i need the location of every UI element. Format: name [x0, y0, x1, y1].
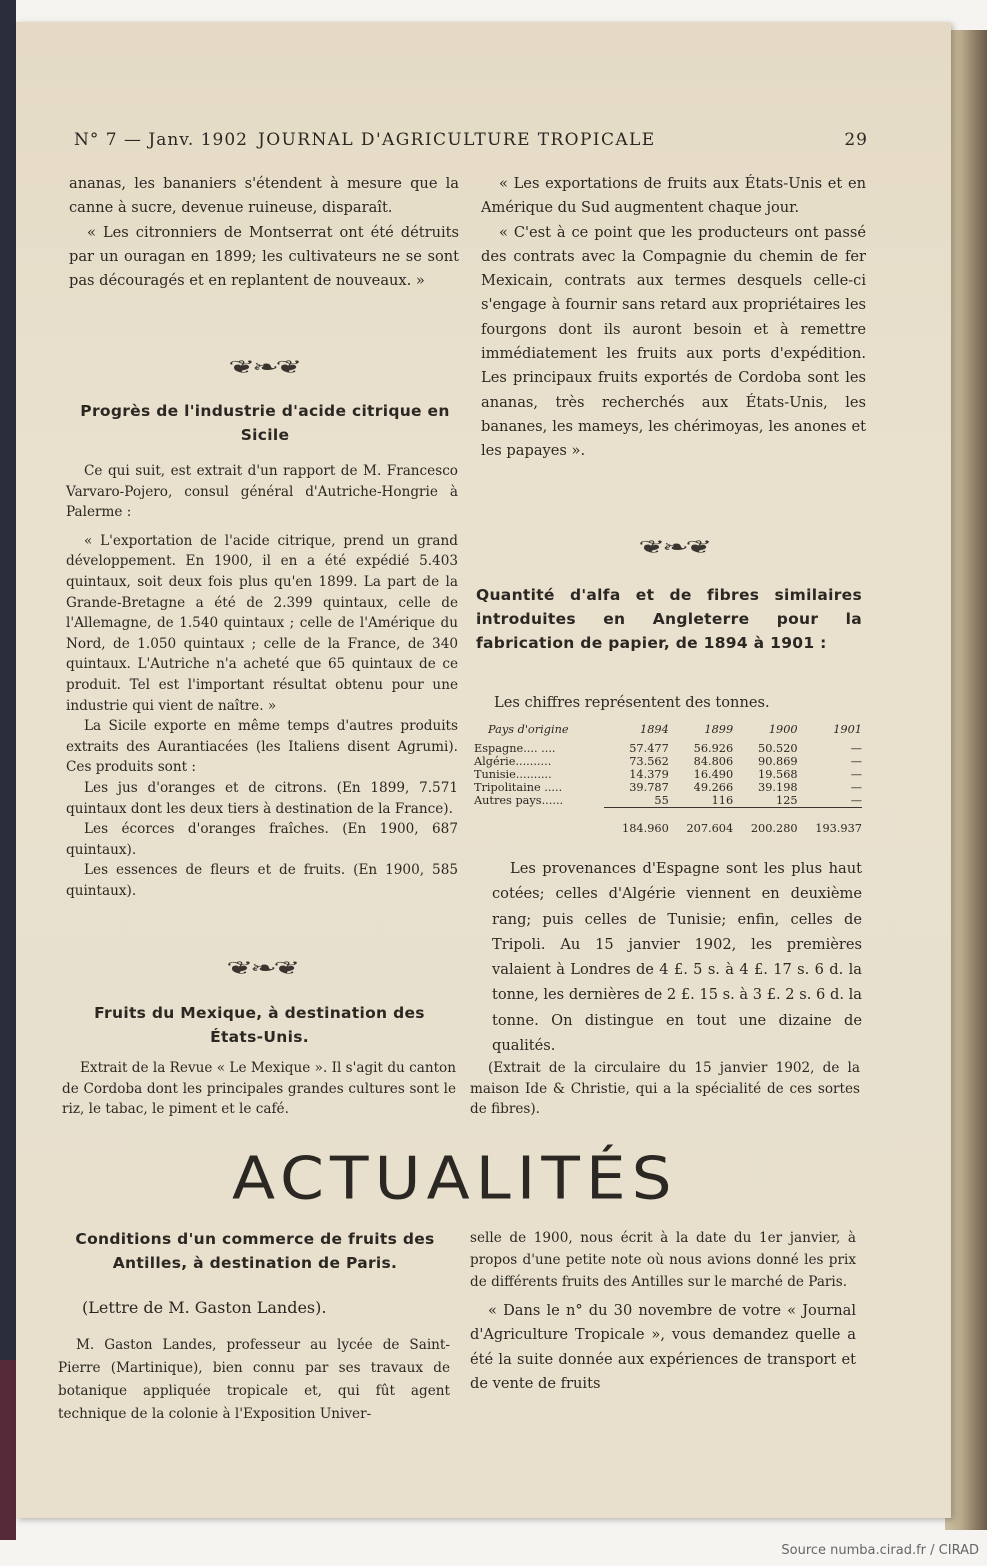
table-cell — [474, 808, 604, 836]
table-cell: 55 — [604, 794, 668, 808]
paragraph: La Sicile exporte en même temps d'autres produits extraits des Aurantiacées (les Italiens disent Agrumi). Ces produits sont : — [66, 718, 458, 776]
journal-title: JOURNAL D'AGRICULTURE TROPICALE — [258, 130, 656, 150]
table-cell: Tunisie.......... — [474, 768, 552, 781]
table-cell: Espagne.... .... — [474, 742, 556, 755]
scan-edge-accent — [0, 1360, 16, 1540]
running-header — [74, 130, 868, 156]
left-column-mexique — [62, 1058, 456, 1120]
page-number: 29 — [844, 130, 868, 150]
table-header-row — [474, 723, 862, 742]
letter-attribution: (Lettre de M. Gaston Landes). — [82, 1298, 327, 1317]
paragraph: « C'est à ce point que les producteurs ont passé des contrats avec la Compagnie du chemin de fer Mexicain, contrats aux termes desquels celle-ci s'engage à fournir sans retard aux propriétaires les fourgons dont ils auront besoin et à remettre immédiatement les fruits aux ports d'expédition. Les principaux fruits exportés de Cordoba sont les ananas, très recherchés aux États-Unis, les bananes, les mameys, les chérimoyas, les anones et les papayes ». — [481, 223, 866, 460]
paragraph: selle de 1900, nous écrit à la date du 1er janvier, à propos d'une petite note où nous avions donné les prix de différents fruits des Antilles sur le marché de Paris. — [470, 1230, 856, 1290]
table-cell: 49.266 — [693, 781, 734, 794]
table-total: 184.960 — [622, 822, 669, 835]
table-cell: — — [798, 794, 862, 808]
table-cell: 73.562 — [629, 755, 669, 768]
right-column-source — [470, 1058, 860, 1120]
section-heading-antilles: Conditions d'un commerce de fruits des Antilles, à destination de Paris. — [75, 1230, 435, 1272]
paragraph: Les provenances d'Espagne sont les plus haut cotées; celles d'Algérie viennent en deuxième rang; puis celles de Tunisie; enfin, celles de Tripoli. Au 15 janvier 1902, les premières valaient à Londres de 4 £. 5 s. à 4 £. 17 s. 6 d. la tonne, les dernières de 2 £. 15 s. à 3 £. 2 s. 6 d. la tonne. On distingue en tout une dizaine de qualités. — [492, 860, 862, 1055]
table-total: 193.937 — [815, 822, 862, 835]
paragraph: Extrait de la Revue « Le Mexique ». Il s'agit du canton de Cordoba dont les principales grandes cultures sont le riz, le tabac, le piment et le café. — [62, 1060, 456, 1118]
left-column — [69, 172, 459, 293]
table-cell: 84.806 — [693, 755, 734, 768]
table-total: 207.604 — [686, 822, 734, 835]
table-cell: 50.520 — [758, 742, 798, 755]
paragraph: ananas, les bananiers s'étendent à mesure que la canne à sucre, devenue ruineuse, disparaît. — [69, 175, 459, 217]
actualites-right-column — [470, 1227, 856, 1397]
source-credit: Source numba.cirad.fr / CIRAD — [781, 1543, 979, 1558]
table-cell: 39.787 — [629, 781, 669, 794]
actualites-title: ACTUALITÉS — [232, 1144, 678, 1213]
ornament-icon: ❦❧❦ — [638, 537, 709, 558]
table-cell: — — [850, 755, 862, 768]
table-row — [474, 755, 862, 768]
section-heading-fruits-mexique: Fruits du Mexique, à destination des États-Unis. — [94, 1004, 425, 1046]
paragraph: Les essences de fleurs et de fruits. (En 1900, 585 quintaux). — [66, 862, 458, 899]
alfa-import-table — [474, 723, 862, 835]
table-row — [474, 768, 862, 781]
section-heading-acide-citrique: Progrès de l'industrie d'acide citrique en Sicile — [80, 402, 450, 444]
paragraph: « Les citronniers de Montserrat ont été détruits par un ouragan en 1899; les cultivateurs ne se sont pas découragés et en replantent de nouveaux. » — [69, 223, 459, 290]
table-cell: Autres pays...... — [474, 794, 564, 808]
table-header: 1899 — [704, 723, 734, 736]
paragraph: « Dans le n° du 30 novembre de votre « Journal d'Agriculture Tropicale », vous demandez quelle a été la suite donnée aux expériences de transport et de vente de fruits — [470, 1302, 856, 1393]
table-row — [474, 742, 862, 755]
book-spine — [945, 30, 987, 1530]
paragraph: Les jus d'oranges et de citrons. (En 1899, 7.571 quintaux dont les deux tiers à destination de la France). — [66, 779, 458, 817]
table-cell: 125 — [733, 794, 797, 808]
table-total: 200.280 — [750, 822, 798, 835]
table-header: Pays d'origine — [488, 723, 569, 736]
table-cell: 39.198 — [758, 781, 798, 794]
table-cell: 90.869 — [758, 755, 798, 768]
paragraph: « Les exportations de fruits aux États-Unis et en Amérique du Sud augmentent chaque jour. — [481, 175, 866, 217]
issue-number: N° 7 — Janv. 1902 — [74, 130, 248, 150]
table-row — [474, 781, 862, 794]
table-cell: 56.926 — [693, 742, 734, 755]
ornament-icon: ❦❧❦ — [228, 357, 300, 378]
table-cell: 19.568 — [758, 768, 798, 781]
table-caption: Les chiffres représentent des tonnes. — [494, 694, 770, 711]
table-cell: 57.477 — [629, 742, 669, 755]
right-column — [481, 172, 866, 464]
table-header: 1894 — [640, 723, 669, 736]
right-column-lower — [492, 856, 862, 1058]
paragraph: Ce qui suit, est extrait d'un rapport de M. Francesco Varvaro-Pojero, consul général d'Autriche-Hongrie à Palerme : — [66, 463, 458, 521]
table-cell: Algérie.......... — [474, 755, 552, 768]
table-header: 1901 — [833, 723, 862, 736]
scan-left-edge — [0, 0, 16, 1540]
table-cell: — — [850, 768, 862, 781]
table-cell: 116 — [669, 794, 733, 808]
paragraph: (Extrait de la circulaire du 15 janvier 1902, de la maison Ide & Christie, qui a la spécialité de ces sortes de fibres). — [470, 1060, 860, 1118]
table-cell: — — [850, 742, 862, 755]
table-header: 1900 — [768, 723, 798, 736]
table-cell: 14.379 — [629, 768, 669, 781]
actualites-left-column — [58, 1334, 450, 1426]
left-column-body — [66, 461, 458, 901]
paragraph: « L'exportation de l'acide citrique, prend un grand développement. En 1900, il en a été expédié 5.403 quintaux, soit deux fois plus qu'en 1899. La part de la Grande-Bretagne a été de 2.399 quintaux, celle de l'Allemagne, de 1.540 quintaux ; celle de l'Amérique du Nord, de 1.050 quintaux ; celle de la France, de 340 quintaux. L'Autriche n'a acheté que 65 quintaux de ce produit. Tel est l'important résultat obtenu pour une industrie qui vient de naître. » — [66, 532, 458, 714]
table-cell: Tripolitaine ..... — [474, 781, 563, 794]
table-total-row — [474, 808, 862, 836]
table-row — [474, 794, 862, 808]
ornament-icon: ❦❧❦ — [226, 958, 298, 979]
table-cell: — — [850, 781, 862, 794]
paragraph: M. Gaston Landes, professeur au lycée de Saint-Pierre (Martinique), bien connu par ses travaux de botanique appliquée tropicale et, qui fût agent technique de la colonie à l'Exposition Univer- — [58, 1337, 450, 1422]
section-heading-alfa: Quantité d'alfa et de fibres similaires introduites en Angleterre pour la fabrication de papier, de 1894 à 1901 : — [476, 586, 862, 652]
paragraph: Les écorces d'oranges fraîches. (En 1900, 687 quintaux). — [66, 821, 458, 858]
table-cell: 16.490 — [693, 768, 734, 781]
